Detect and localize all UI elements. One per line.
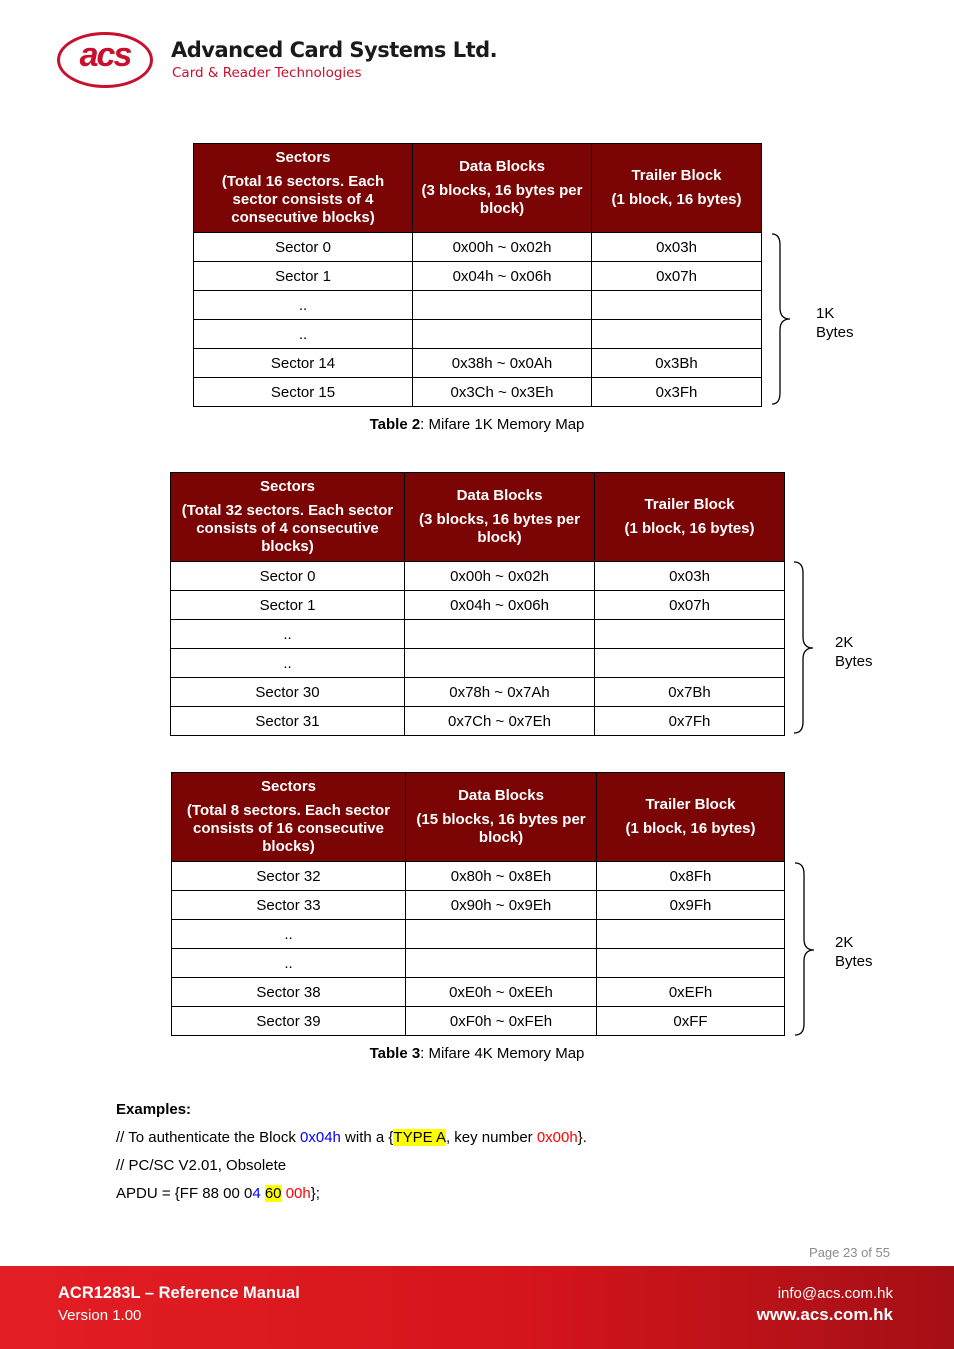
data-blocks-cell bbox=[406, 920, 597, 949]
sector-cell: .. bbox=[172, 920, 406, 949]
data-blocks-cell: 0xE0h ~ 0xEEh bbox=[406, 978, 597, 1007]
brace-1k bbox=[768, 233, 798, 406]
footer-bar bbox=[0, 1266, 954, 1349]
trailer-block-cell: 0x07h bbox=[592, 262, 762, 291]
table-row bbox=[172, 978, 785, 1007]
header-subtitle: (3 blocks, 16 bytes per block) bbox=[421, 182, 583, 217]
sector-cell: Sector 0 bbox=[171, 562, 405, 591]
table-row bbox=[172, 949, 785, 978]
sector-cell: .. bbox=[171, 620, 405, 649]
table-row bbox=[171, 562, 785, 591]
table-row bbox=[172, 1007, 785, 1036]
table-row bbox=[194, 262, 762, 291]
brace-label-size: 2K bbox=[835, 934, 854, 951]
example-line-apdu bbox=[116, 1185, 320, 1202]
data-blocks-cell: 0x90h ~ 0x9Eh bbox=[406, 891, 597, 920]
table-row bbox=[171, 678, 785, 707]
block-number: 0x04h bbox=[300, 1129, 341, 1146]
header-data-blocks bbox=[406, 773, 597, 862]
header-trailer-block bbox=[592, 144, 762, 233]
table-row bbox=[194, 378, 762, 407]
trailer-block-cell: 0xFF bbox=[597, 1007, 785, 1036]
caption-text: : Mifare 1K Memory Map bbox=[420, 416, 585, 433]
data-blocks-cell: 0x3Ch ~ 0x3Eh bbox=[413, 378, 592, 407]
header-title: Sectors bbox=[259, 478, 316, 495]
brace-label-size: 1K bbox=[816, 305, 835, 322]
trailer-block-cell: 0x7Bh bbox=[595, 678, 785, 707]
header-title: Trailer Block bbox=[644, 496, 735, 513]
text-run: , key number bbox=[445, 1129, 537, 1146]
trailer-block-cell: 0x8Fh bbox=[597, 862, 785, 891]
table-row bbox=[194, 349, 762, 378]
table-row bbox=[171, 649, 785, 678]
logo-mark: acs bbox=[79, 36, 131, 74]
data-blocks-cell: 0x00h ~ 0x02h bbox=[405, 562, 595, 591]
trailer-block-cell: 0x7Fh bbox=[595, 707, 785, 736]
trailer-block-cell bbox=[592, 320, 762, 349]
company-tagline: Card & Reader Technologies bbox=[172, 65, 362, 81]
trailer-block-cell bbox=[595, 620, 785, 649]
sector-cell: Sector 15 bbox=[194, 378, 413, 407]
footer-website: www.acs.com.hk bbox=[756, 1305, 893, 1324]
table-row bbox=[171, 591, 785, 620]
header-title: Trailer Block bbox=[631, 167, 722, 184]
data-blocks-cell: 0x80h ~ 0x8Eh bbox=[406, 862, 597, 891]
data-blocks-cell: 0x04h ~ 0x06h bbox=[405, 591, 595, 620]
header-title: Data Blocks bbox=[456, 487, 543, 504]
table-row bbox=[172, 862, 785, 891]
key-type: TYPE A bbox=[393, 1129, 446, 1146]
caption-text: : Mifare 4K Memory Map bbox=[420, 1045, 585, 1062]
table-row bbox=[172, 891, 785, 920]
header-sectors bbox=[194, 144, 413, 233]
sector-cell: Sector 38 bbox=[172, 978, 406, 1007]
apdu-block: 4 bbox=[252, 1185, 261, 1202]
brace-label-2k-second bbox=[835, 933, 873, 971]
example-line-authenticate bbox=[116, 1129, 587, 1146]
trailer-block-cell: 0x3Bh bbox=[592, 349, 762, 378]
header-subtitle: (Total 16 sectors. Each sector consists of 4 consecutive blocks) bbox=[221, 173, 385, 226]
brace-label-size: 2K bbox=[835, 634, 854, 651]
data-blocks-cell bbox=[413, 291, 592, 320]
footer-manual-title: ACR1283L – Reference Manual bbox=[58, 1284, 300, 1302]
header-title: Sectors bbox=[260, 778, 317, 795]
sector-cell: Sector 33 bbox=[172, 891, 406, 920]
trailer-block-cell: 0x3Fh bbox=[592, 378, 762, 407]
trailer-block-cell: 0x9Fh bbox=[597, 891, 785, 920]
text-run: // To authenticate the Block bbox=[116, 1129, 301, 1146]
sector-cell: Sector 1 bbox=[194, 262, 413, 291]
header-subtitle: (1 block, 16 bytes) bbox=[625, 820, 756, 837]
company-logo bbox=[55, 30, 498, 94]
mifare-1k-memory-table bbox=[193, 143, 762, 407]
table-3-caption bbox=[0, 1045, 954, 1062]
examples-heading: Examples: bbox=[116, 1101, 192, 1118]
caption-label: Table 2 bbox=[369, 416, 421, 433]
header-subtitle: (3 blocks, 16 bytes per block) bbox=[419, 511, 580, 546]
footer-version: Version 1.00 bbox=[58, 1307, 142, 1324]
table-2-caption bbox=[0, 416, 954, 433]
brace-label-1k bbox=[816, 304, 854, 342]
key-number: 0x00h bbox=[536, 1129, 578, 1146]
footer-email: info@acs.com.hk bbox=[777, 1285, 893, 1302]
apdu-key-type: 60 bbox=[264, 1185, 282, 1202]
data-blocks-cell bbox=[405, 620, 595, 649]
data-blocks-cell bbox=[413, 320, 592, 349]
header-trailer-block bbox=[595, 473, 785, 562]
brace-label-2k-first bbox=[835, 633, 873, 671]
company-name: Advanced Card Systems Ltd. bbox=[171, 38, 498, 62]
sector-cell: Sector 1 bbox=[171, 591, 405, 620]
trailer-block-cell: 0x03h bbox=[592, 233, 762, 262]
sector-cell: Sector 14 bbox=[194, 349, 413, 378]
brace-2k-first bbox=[790, 561, 820, 736]
header-subtitle: (Total 8 sectors. Each sector consists of 16 consecutive blocks) bbox=[186, 802, 391, 855]
sector-cell: Sector 0 bbox=[194, 233, 413, 262]
sector-cell: Sector 31 bbox=[171, 707, 405, 736]
table-row bbox=[194, 320, 762, 349]
header-subtitle: (1 block, 16 bytes) bbox=[611, 191, 742, 208]
caption-label: Table 3 bbox=[369, 1045, 421, 1062]
brace-label-unit: Bytes bbox=[835, 953, 873, 970]
page-number: Page 23 of 55 bbox=[809, 1245, 890, 1260]
data-blocks-cell bbox=[405, 649, 595, 678]
brace-2k-second bbox=[791, 862, 821, 1038]
sector-cell: Sector 32 bbox=[172, 862, 406, 891]
header-title: Data Blocks bbox=[458, 787, 544, 804]
table-row bbox=[171, 620, 785, 649]
data-blocks-cell: 0x78h ~ 0x7Ah bbox=[405, 678, 595, 707]
brace-label-unit: Bytes bbox=[816, 324, 854, 341]
sector-cell: .. bbox=[172, 949, 406, 978]
header-subtitle: (1 block, 16 bytes) bbox=[624, 520, 755, 537]
header-title: Data Blocks bbox=[459, 158, 545, 175]
table-row bbox=[171, 707, 785, 736]
data-blocks-cell: 0x7Ch ~ 0x7Eh bbox=[405, 707, 595, 736]
trailer-block-cell bbox=[592, 291, 762, 320]
example-line-pcsc: // PC/SC V2.01, Obsolete bbox=[116, 1157, 287, 1174]
sector-cell: Sector 30 bbox=[171, 678, 405, 707]
sector-cell: Sector 39 bbox=[172, 1007, 406, 1036]
header-sectors bbox=[172, 773, 406, 862]
data-blocks-cell bbox=[406, 949, 597, 978]
text-run: with a { bbox=[340, 1129, 394, 1146]
header-data-blocks bbox=[405, 473, 595, 562]
header-title: Trailer Block bbox=[645, 796, 736, 813]
trailer-block-cell: 0x03h bbox=[595, 562, 785, 591]
table-row bbox=[194, 233, 762, 262]
text-run: APDU = {FF 88 00 0 bbox=[116, 1185, 253, 1202]
sector-cell: .. bbox=[171, 649, 405, 678]
table-row bbox=[194, 291, 762, 320]
data-blocks-cell: 0x04h ~ 0x06h bbox=[413, 262, 592, 291]
header-title: Sectors bbox=[275, 149, 331, 166]
apdu-key-number: 00h bbox=[285, 1185, 311, 1202]
data-blocks-cell: 0x00h ~ 0x02h bbox=[413, 233, 592, 262]
header-data-blocks bbox=[413, 144, 592, 233]
data-blocks-cell: 0xF0h ~ 0xFEh bbox=[406, 1007, 597, 1036]
sector-cell: .. bbox=[194, 320, 413, 349]
trailer-block-cell: 0xEFh bbox=[597, 978, 785, 1007]
trailer-block-cell bbox=[595, 649, 785, 678]
mifare-4k-memory-table-part1 bbox=[170, 472, 785, 736]
data-blocks-cell: 0x38h ~ 0x0Ah bbox=[413, 349, 592, 378]
header-trailer-block bbox=[597, 773, 785, 862]
mifare-4k-memory-table-part2 bbox=[171, 772, 785, 1036]
header-subtitle: (Total 32 sectors. Each sector consists of 4 consecutive blocks) bbox=[181, 502, 394, 555]
trailer-block-cell bbox=[597, 920, 785, 949]
text-run: }. bbox=[577, 1129, 587, 1146]
header-sectors bbox=[171, 473, 405, 562]
sector-cell: .. bbox=[194, 291, 413, 320]
brace-label-unit: Bytes bbox=[835, 653, 873, 670]
header-subtitle: (15 blocks, 16 bytes per block) bbox=[416, 811, 586, 846]
text-run: }; bbox=[310, 1185, 320, 1202]
table-row bbox=[172, 920, 785, 949]
trailer-block-cell bbox=[597, 949, 785, 978]
trailer-block-cell: 0x07h bbox=[595, 591, 785, 620]
